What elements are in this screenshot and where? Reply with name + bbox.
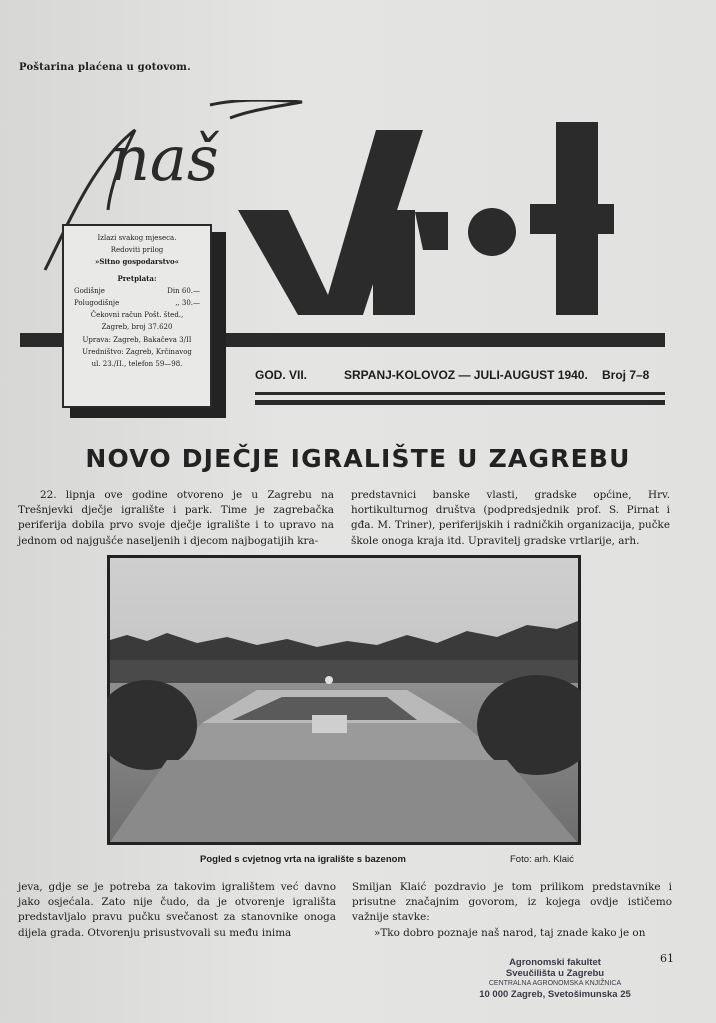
article-column-4 [352,880,672,941]
photo-credit: Foto: arh. Klaić [510,854,574,865]
stamp-line: Agronomski fakultet [509,957,601,968]
postage-note: Poštarina plaćena u gotovom. [19,62,191,73]
semiannual-label: Polugodišnje [74,299,120,308]
library-stamp [460,958,650,1000]
editorial-address: Uredništvo: Zagreb, Krčinavog [82,347,192,356]
stamp-line: 10 000 Zagreb, Svetošimunska 25 [479,988,631,1000]
article-title: NOVO DJEČJE IGRALIŠTE U ZAGREBU [85,444,631,473]
cheque-account-number: Zagreb, broj 37.620 [101,323,173,332]
subscription-infobox [62,224,212,408]
article-column-3 [18,880,336,941]
paragraph: Smiljan Klaić pozdravio je tom prilikom predstavnike i prisutne značajnim govorom, iz kojega ovdje ističemo važnije stavke: [352,881,672,924]
page-number: 61 [660,952,674,965]
semiannual-value: ,, 30.— [175,299,200,308]
paragraph: predstavnici banske vlasti, gradske općine, Hrv. hortikulturnog društva (podpredsjednik prof. S. Pirnat i gđa. M. Triner), periferijskih i radničkih organizacija, pučke škole onoga kraja itd. Upravitelj gradske vrtlarije, arh. [351,489,670,547]
paragraph: »Tko dobro poznaje naš narod, taj znade kako je on [374,926,646,939]
logo-nas-text: naš [110,122,219,195]
paragraph: 22. lipnja ove godine otvoreno je u Zagrebu na Trešnjevki dječje igralište i park. Time je zagrebačka periferija dobila prvo svoje dječje igralište i to upravo na jednom od najgušće naseljenih i djecom najbogatijih kra- [18,489,334,547]
annual-price-row [64,285,210,297]
annual-value: Din 60.— [167,286,200,295]
stamp-line: CENTRALNA AGRONOMSKA KNJIŽNICA [488,980,622,987]
semiannual-price-row [64,297,210,309]
subscription-title: Pretplata: [117,273,157,283]
photo-image [107,555,581,845]
logo-vrt [238,120,618,320]
cheque-account: Čekovni račun Pošt. šted., [90,311,184,320]
editorial-phone: ul. 23./II., telefon 59—98. [91,360,183,369]
issue-number: Broj 7–8 [602,368,650,382]
paragraph: jeva, gdje se je potreba za takovim igralištem već davno jako osjećala. Zato nije čudo, da je otvorenje igrališta predstavljalo pravu pučku svečanost za stanovnike onoga dijela grada. Otvorenju prisustvovali su među inima [18,881,336,939]
annual-label: Godišnje [74,286,105,295]
administration-address: Uprava: Zagreb, Bakačeva 3/II [82,335,192,344]
infobox-line: »Sitno gospodarstvo« [95,257,179,267]
volume-label: GOD. VII. [255,368,308,382]
article-column-1 [18,488,334,549]
issue-date: SRPANJ-KOLOVOZ — JULI-AUGUST 1940. [344,368,588,382]
playground-photo [107,555,581,845]
article-column-2 [351,488,670,549]
header-rule [255,392,665,395]
header-rule-thick [255,400,665,405]
infobox-line: Redoviti prilog [110,246,164,255]
photo-caption: Pogled s cvjetnog vrta na igralište s bazenom [200,854,406,865]
infobox-line: Izlazi svakog mjeseca. [97,234,177,242]
stamp-line: Sveučilišta u Zagrebu [505,967,605,979]
